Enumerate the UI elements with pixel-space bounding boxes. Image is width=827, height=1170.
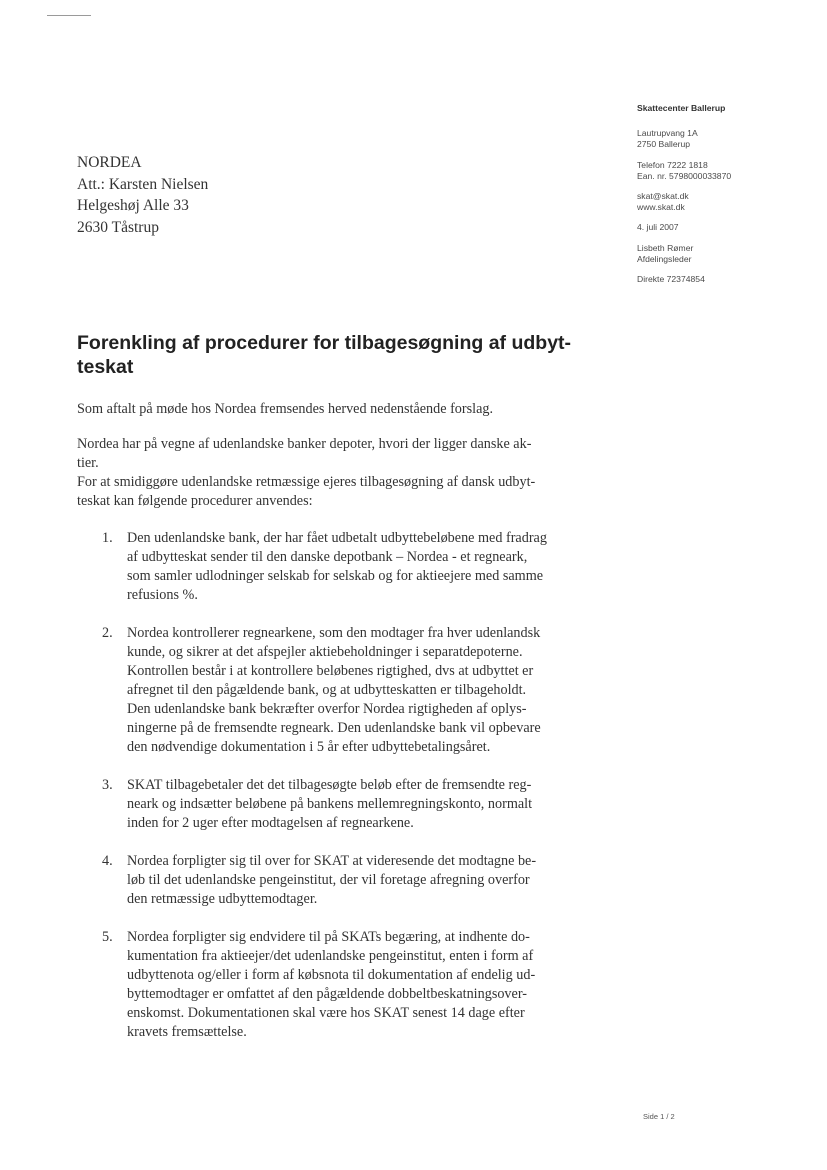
procedure-line: SKAT tilbagebetaler det det tilbagesøgte beløb efter de fremsendte reg- bbox=[127, 777, 532, 793]
recipient-address bbox=[77, 152, 208, 238]
procedure-line: inden for 2 uger efter modtagelsen af regnearkene. bbox=[127, 815, 414, 831]
procedure-line: byttemodtager er omfattet af den pågældende dobbeltbeskatningsover- bbox=[127, 986, 527, 1002]
procedure-line: Kontrollen består i at kontrollere beløbenes rigtighed, dvs at udbyttet er bbox=[127, 663, 534, 679]
recipient-att: Att.: Karsten Nielsen bbox=[77, 175, 209, 193]
procedure-number: 2. bbox=[102, 625, 113, 641]
procedure-line: Den udenlandske bank, der har fået udbetalt udbyttebeløbene med fradrag bbox=[127, 530, 547, 546]
procedure-list bbox=[77, 529, 637, 1042]
sender-ean: Ean. nr. 5798000033870 bbox=[637, 170, 732, 181]
paragraph-line: Nordea har på vegne af udenlandske banker depoter, hvori der ligger danske ak- bbox=[77, 436, 532, 452]
procedure-line: Nordea forpligter sig endvidere til på SKATs begæring, at indhente do- bbox=[127, 929, 530, 945]
procedure-line: den nødvendige dokumentation i 5 år efter udbyttebetalingsåret. bbox=[127, 739, 491, 755]
procedure-line: som samler udlodninger selskab for selskab og for aktieejere med samme bbox=[127, 568, 544, 584]
procedure-number: 5. bbox=[102, 929, 113, 945]
sender-web[interactable]: www.skat.dk bbox=[637, 202, 685, 213]
page-number: Side 1 / 2 bbox=[643, 1112, 675, 1121]
sender-address2: 2750 Ballerup bbox=[637, 139, 691, 150]
sender-person: Lisbeth Rømer bbox=[637, 242, 694, 253]
paragraph-line: For at smidiggøre udenlandske retmæssige ejeres tilbagesøgning af dansk udbyt- bbox=[77, 474, 536, 490]
procedure-item bbox=[77, 928, 637, 1042]
intro-paragraph: Som aftalt på møde hos Nordea fremsendes herved nedenstående forslag. bbox=[77, 401, 494, 417]
procedure-number: 1. bbox=[102, 530, 113, 546]
procedure-item bbox=[77, 776, 637, 833]
recipient-city: 2630 Tåstrup bbox=[77, 218, 159, 236]
procedure-line: enskomst. Dokumentationen skal være hos SKAT senest 14 dage efter bbox=[127, 1005, 525, 1021]
title-line-2: teskat bbox=[77, 356, 134, 378]
procedure-line: af udbytteskat sender til den danske depotbank – Nordea - et regneark, bbox=[127, 549, 528, 565]
procedure-item bbox=[77, 852, 637, 909]
procedure-line: Nordea forpligter sig til over for SKAT at videresende det modtagne be- bbox=[127, 853, 537, 869]
procedure-item bbox=[77, 529, 637, 605]
procedure-line: den retmæssige udbyttemodtager. bbox=[127, 891, 318, 907]
procedure-line: Nordea kontrollerer regnearkene, som den modtager fra hver udenlandsk bbox=[127, 625, 541, 641]
procedure-line: kunde, og sikrer at det afspejler aktiebeholdninger i separatdepoterne. bbox=[127, 644, 523, 660]
procedure-line: refusions %. bbox=[127, 587, 198, 603]
sender-role: Afdelingsleder bbox=[637, 253, 692, 264]
letter-date: 4. juli 2007 bbox=[637, 222, 679, 233]
paragraph-line: teskat kan følgende procedurer anvendes: bbox=[77, 493, 313, 509]
procedure-line: neark og indsætter beløbene på bankens mellemregningskonto, normalt bbox=[127, 796, 533, 812]
recipient-name: NORDEA bbox=[77, 154, 142, 171]
procedure-number: 3. bbox=[102, 777, 113, 793]
paragraph-procedures bbox=[77, 473, 637, 511]
sender-email[interactable]: skat@skat.dk bbox=[637, 191, 689, 202]
procedure-line: udbyttenota og/eller i form af købsnota til dokumentation af endelig ud- bbox=[127, 967, 536, 983]
title-line-1: Forenkling af procedurer for tilbagesøgning af udbyt- bbox=[77, 332, 572, 354]
procedure-line: Den udenlandske bank bekræfter overfor Nordea rigtigheden af oplys- bbox=[127, 701, 527, 717]
sender-org: Skattecenter Ballerup bbox=[637, 103, 726, 113]
procedure-item bbox=[77, 624, 637, 757]
paragraph-line: tier. bbox=[77, 455, 99, 471]
procedure-line: afregnet til den pågældende bank, og at udbytteskatten er tilbageholdt. bbox=[127, 682, 527, 698]
scan-mark bbox=[47, 15, 91, 16]
recipient-street: Helgeshøj Alle 33 bbox=[77, 197, 189, 214]
sender-direct: Direkte 72374854 bbox=[637, 274, 705, 285]
procedure-line: kumentation fra aktieejer/det udenlandske pengeinstitut, enten i form af bbox=[127, 948, 534, 964]
sender-block bbox=[637, 103, 731, 294]
document-title bbox=[77, 331, 637, 379]
procedure-number: 4. bbox=[102, 853, 113, 869]
procedure-line: kravets fremsættelse. bbox=[127, 1024, 247, 1040]
procedure-line: løb til det udenlandske pengeinstitut, der vil foretage afregning overfor bbox=[127, 872, 530, 888]
letter-body bbox=[77, 400, 637, 1061]
sender-address1: Lautrupvang 1A bbox=[637, 128, 698, 139]
procedure-line: ningerne på de fremsendte regneark. Den udenlandske bank vil opbevare bbox=[127, 720, 541, 736]
paragraph-depots bbox=[77, 435, 637, 473]
sender-phone: Telefon 7222 1818 bbox=[637, 159, 708, 170]
